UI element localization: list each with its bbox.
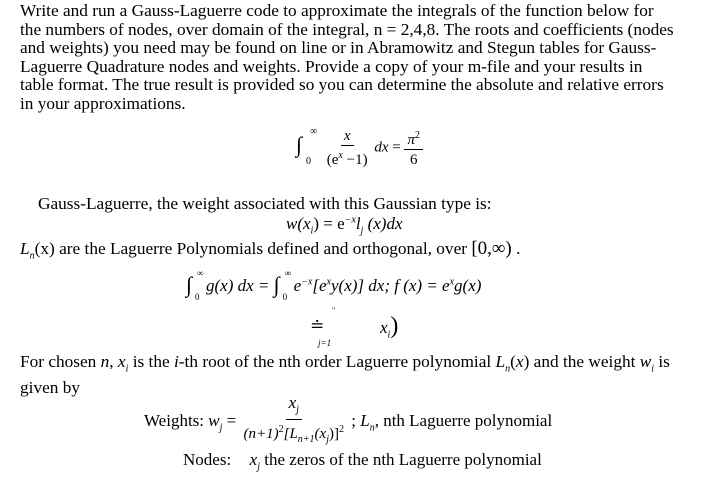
weight-formula-sub: i — [310, 225, 314, 237]
nodes-x: x — [249, 450, 258, 469]
result-fraction — [404, 127, 423, 170]
weights-semicolon: ; — [351, 411, 361, 431]
weights-denominator — [240, 420, 347, 450]
laguerre-end: . — [511, 239, 521, 258]
transform-g: g(x) — [454, 275, 482, 295]
transform-lhs: g(x) dx = — [206, 275, 274, 295]
text: L — [495, 352, 506, 371]
partial-x-sub: i — [387, 329, 391, 341]
partial-term — [380, 313, 398, 340]
denominator-tail: −1) — [342, 151, 368, 168]
intro-line: Write and run a Gauss-Laguerre code to approximate the integrals of the function below for — [20, 1, 654, 20]
integral-sign: ∫ — [273, 272, 280, 297]
integral-lower-limit: 0 — [195, 292, 200, 302]
text: is — [654, 352, 670, 371]
result-denominator: 6 — [409, 151, 418, 168]
partial-paren: ) — [390, 313, 399, 339]
text: i — [125, 363, 129, 375]
laguerre-interval: [0,∞) — [471, 238, 512, 259]
intro-line: the numbers of nodes, over domain of the integral, n = 2,4,8. The roots and coefficients (nodes — [20, 19, 674, 39]
approx-sign: ≐ — [310, 316, 325, 335]
weights-L: L — [360, 411, 370, 431]
integral-upper-limit: ∞ — [310, 126, 318, 137]
pi-exponent: 2 — [414, 129, 420, 141]
integral-upper-limit: ∞ — [197, 268, 204, 278]
text: (x — [314, 426, 327, 443]
integral-sign: ∫ — [296, 132, 303, 157]
nodes-x-sub: j — [257, 461, 260, 473]
nodes-text: the zeros of the nth Laguerre polynomial — [260, 450, 542, 469]
text: i — [651, 363, 655, 375]
text: i — [173, 352, 179, 371]
text: , — [109, 352, 118, 371]
intro-paragraph — [20, 2, 674, 113]
text: n — [505, 363, 511, 375]
laguerre-L-sub: n — [29, 250, 35, 262]
text: j — [326, 434, 329, 446]
transform-f-exp: x — [449, 276, 455, 288]
text: )] — [328, 426, 339, 443]
equals-sign: = — [392, 139, 401, 156]
weights-w-sub: j — [219, 422, 223, 434]
weight-formula-head: w(x — [286, 214, 311, 233]
weights-equals: = — [226, 411, 237, 431]
weights-numerator — [286, 394, 302, 420]
weight-formula-end: (x)dx — [363, 214, 403, 233]
text: ( — [510, 352, 516, 371]
tiny-quote: " — [332, 306, 336, 315]
intro-line: Laguerre Quadrature nodes and weights. Provide a copy of your m-file and your results in — [20, 56, 643, 76]
chosen-line-1 — [20, 353, 670, 379]
text: is the — [128, 352, 174, 371]
text: x — [117, 352, 126, 371]
integrand-denominator — [324, 146, 371, 170]
weight-formula-l-sub: j — [360, 225, 364, 237]
weights-tail: , nth Laguerre polynomial — [374, 411, 553, 431]
main-integral-equation — [296, 126, 423, 170]
text: j — [296, 404, 299, 416]
text: [L — [283, 426, 298, 443]
text: x — [288, 393, 297, 412]
integral-lower-limit: 0 — [282, 292, 288, 302]
denominator-exponent: x — [338, 149, 343, 161]
text: -th root of the nth order Laguerre polynomial — [178, 352, 496, 371]
nodes-label: Nodes: — [183, 450, 232, 469]
intro-line: table format. The true result is provided so you can determine the absolute and relative errors — [20, 75, 664, 94]
laguerre-L: L — [20, 239, 30, 258]
integrand-numerator: x — [341, 127, 354, 146]
weight-intro-text: Gauss-Laguerre, the weight associated with this Gaussian type is: — [38, 194, 492, 213]
integral-sign: ∫ — [186, 272, 193, 297]
weight-formula-l: l — [355, 214, 361, 233]
integrand-fraction — [324, 127, 371, 170]
denominator-base: (e — [326, 151, 339, 168]
laguerre-arg: (x) — [34, 239, 55, 258]
differential: dx — [374, 139, 389, 156]
text: 2 — [338, 424, 344, 436]
transform-f-def: y(x)] dx; f (x) = e — [331, 275, 450, 295]
weights-w: w — [208, 411, 220, 431]
weight-formula-mid: ) = e — [313, 214, 345, 233]
intro-line: and weights) you need may be found on line or in Abramowitz and Stegun tables for Gauss- — [20, 38, 657, 57]
transform-e: e — [293, 275, 302, 295]
result-numerator — [404, 127, 423, 150]
nodes-line — [183, 450, 542, 472]
chosen-line-2: given by — [20, 377, 80, 397]
laguerre-statement — [20, 240, 520, 266]
transform-bracket: [e — [312, 275, 327, 295]
text: n+1 — [297, 434, 315, 446]
integral-lower-limit: 0 — [306, 156, 311, 167]
intro-line: in your approximations. — [20, 93, 186, 113]
pi-symbol: π — [407, 131, 415, 148]
partial-x: x — [380, 318, 388, 337]
sum-index: j=1 — [318, 338, 332, 348]
text: (n+1) — [243, 426, 279, 443]
transform-equation — [186, 268, 482, 302]
text: For chosen — [20, 352, 101, 371]
weights-L-sub: n — [369, 422, 375, 434]
laguerre-text: are the Laguerre Polynomials defined and orthogonal, over — [54, 239, 472, 258]
text: n — [100, 352, 110, 371]
transform-bracket-exp: x — [326, 276, 331, 288]
text: x — [515, 352, 524, 371]
integral-upper-limit: ∞ — [284, 268, 292, 278]
text: 2 — [278, 424, 284, 436]
weights-fraction — [240, 394, 347, 450]
chosen-paragraph — [20, 353, 670, 397]
weight-formula-exp: −x — [344, 214, 356, 226]
text: ) and the weight — [523, 352, 640, 371]
transform-e-exp: −x — [301, 276, 313, 288]
weight-formula — [286, 214, 403, 236]
text: w — [639, 352, 652, 371]
weights-formula — [144, 394, 552, 450]
weights-label: Weights: — [144, 411, 205, 431]
